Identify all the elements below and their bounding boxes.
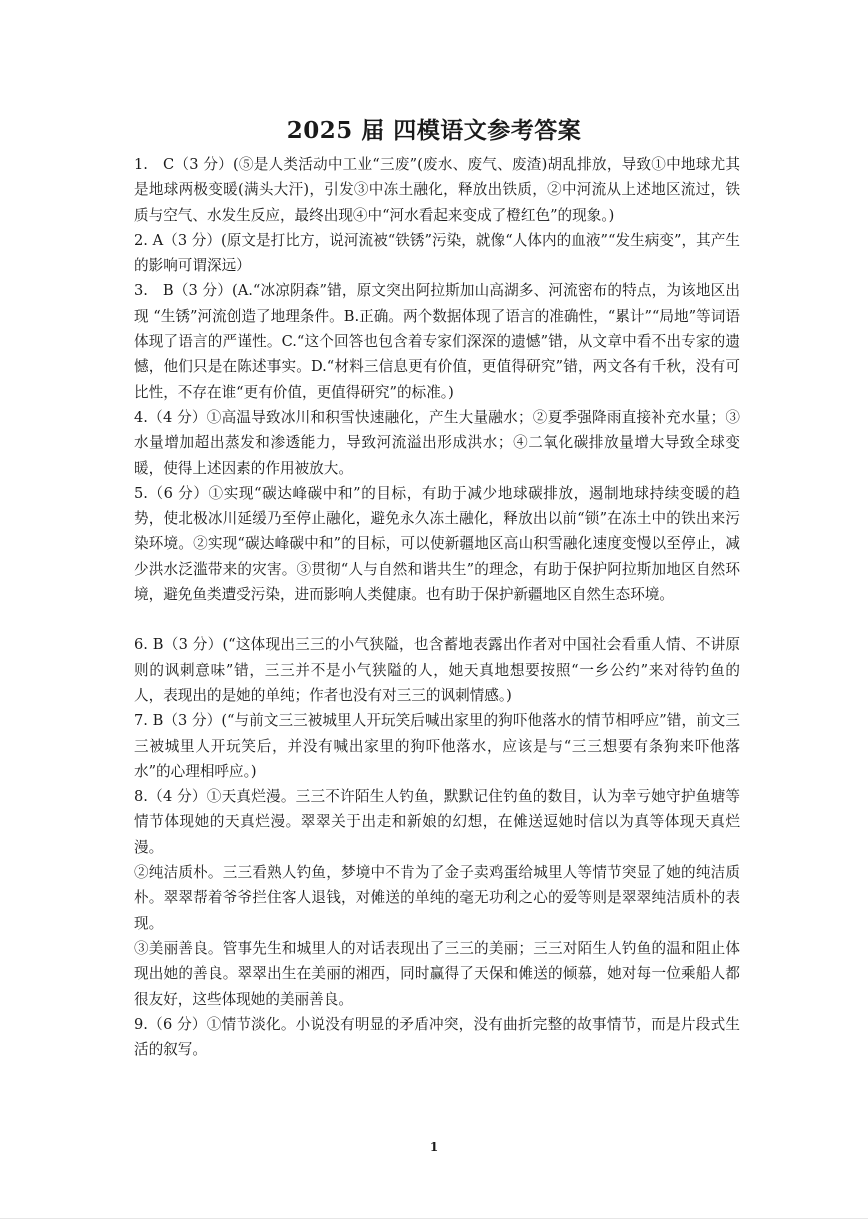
answer-paragraph-4: 4.（4 分）①高温导致冰川和积雪快速融化，产生大量融水；②夏季强降雨直接补充水量；③水量增加超出蒸发和渗透能力，导致河流溢出形成洪水；④二氧化碳排放量增大导致全球变暖，使得上述因素的作用被放大。 (134, 408, 740, 477)
answer-paragraph-5: 5.（6 分）①实现“碳达峰碳中和”的目标，有助于减少地球碳排放，遏制地球持续变暖的趋势，使北极冰川延缓乃至停止融化，避免永久冻土融化，释放出以前“锁”在冻土中的铁出来污染环境。②实现“碳达峰碳中和”的目标，可以使新疆地区高山积雪融化速度变慢以至停止，减少洪水泛滥带来的灾害。③贯彻“人与自然和谐共生”的理念，有助于保护阿拉斯加地区自然环境，避免鱼类遭受污染，进而影响人类健康。也有助于保护新疆地区自然生态环境。 (134, 484, 740, 604)
answer-paragraph-2: 2. A（3 分）(原文是打比方，说河流被“铁锈”污染，就像“人体内的血液”“发生病变”，其产生的影响可谓深远） (134, 231, 740, 275)
answer-paragraph-9: 9.（6 分）①情节淡化。小说没有明显的矛盾冲突，没有曲折完整的故事情节，而是片段式生活的叙写。 (134, 1015, 740, 1059)
page-title: 2025 届 四模语文参考答案 (286, 117, 582, 144)
page-bottom-divider (0, 1218, 868, 1219)
answer-paragraph-8-point-2: ②纯洁质朴。三三看熟人钓鱼，梦境中不肯为了金子卖鸡蛋给城里人等情节突显了她的纯洁质朴。翠翠帮着爷爷拦住客人退钱，对傩送的单纯的毫无功利之心的爱等则是翠翠纯洁质朴的表现。 (134, 864, 740, 932)
section-gap (134, 607, 740, 632)
answer-paragraph-1: 1. C（3 分）(⑤是人类活动中工业“三废”(废水、废气、废渣)胡乱排放，导致①中地球尤其是地球两极变暖(满头大汗)，引发③中冻土融化，释放出铁质，②中河流从上述地区流过，铁质与空气、水发生反应，最终出现④中“河水看起来变成了橙红色”的现象。) (134, 156, 740, 224)
answer-paragraph-8-point-3: ③美丽善良。管事先生和城里人的对话表现出了三三的美丽；三三对陌生人钓鱼的温和阻止体现出她的善良。翠翠出生在美丽的湘西，同时赢得了天保和傩送的倾慕，她对每一位乘船人都很友好，这些体现她的美丽善良。 (134, 939, 740, 1008)
answer-paragraph-6: 6. B（3 分）(“这体现出三三的小气狭隘，也含蓄地表露出作者对中国社会看重人情、不讲原则的讽刺意味”错，三三并不是小气狭隘的人，她天真地想要按照“一乡公约”来对待钓鱼的人，表现出的是她的单纯；作者也没有对三三的讽刺情感。) (134, 636, 740, 704)
answer-paragraph-8: 8.（4 分）①天真烂漫。三三不许陌生人钓鱼，默默记住钓鱼的数目，认为幸亏她守护鱼塘等情节体现她的天真烂漫。翠翠关于出走和新娘的幻想，在傩送逗她时信以为真等体现天真烂漫。 (134, 788, 740, 856)
answer-content (134, 152, 740, 1062)
answer-paragraph-7: 7. B（3 分）(“与前文三三被城里人开玩笑后喊出家里的狗吓他落水的情节相呼应”错，前文三三被城里人开玩笑后，并没有喊出家里的狗吓他落水，应该是与“三三想要有条狗来吓他落水”的心理相呼应。) (134, 712, 740, 780)
page-number: 1 (429, 1140, 439, 1154)
answer-paragraph-3: 3. B（3 分）(A.“冰凉阴森”错，原文突出阿拉斯加山高湖多、河流密布的特点，为该地区出现 “生锈”河流创造了地理条件。B.正确。两个数据体现了语言的准确性，“累计”“局地”等词语体现了语言的严谨性。C.“这个回答也包含着专家们深深的遗憾”错，从文章中看不出专家的遗憾，他们只是在陈述事实。D.“材料三信息更有价值，更值得研究”错，两文各有千秋，没有可比性，不存在谁“更有价值，更值得研究”的标准。) (134, 282, 740, 401)
